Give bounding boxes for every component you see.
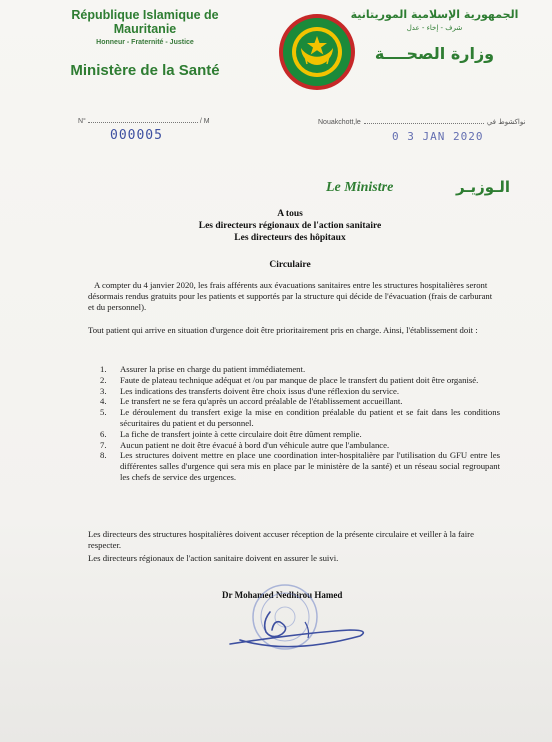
addressee-line-3: Les directeurs des hôpitaux <box>234 233 346 243</box>
list-item: 8. Les structures doivent mettre en place une coordination inter-hospitalière par l'utilisation du GFU entre les différentes salles d'urgence qui sera mis en place par le ministère de la santé) et un réseau social regroupant les chefs de service des urgences. <box>100 450 500 482</box>
addressees <box>180 208 400 244</box>
place-label: Nouakchott,le <box>318 119 361 126</box>
list-item: 1. Assurer la prise en charge du patient immédiatement. <box>100 364 306 374</box>
addressee-line-2: Les directeurs régionaux de l'action sanitaire <box>198 221 382 231</box>
country-name-ar: الجمهورية الإسلامية الموريتانية <box>350 8 519 21</box>
subject-title: Circulaire <box>269 260 311 270</box>
addressee-line-1: A tous <box>277 209 303 219</box>
paragraph-intro: A compter du 4 janvier 2020, les frais afférents aux évacuations sanitaires entre les structures hospitalières seront désormais rendus gratuits pour les patients et supportés par la structure qui décide de l'évacuation (frais de carburant et du personnel). <box>88 280 493 312</box>
reference-number: 000005 <box>110 128 163 143</box>
place-label-ar: نواكشوط في <box>486 118 526 126</box>
paragraph-followup: Les directeurs régionaux de l'action sanitaire doivent en assurer le suivi. <box>88 553 339 563</box>
reference-line <box>78 118 210 125</box>
list-item: 6. La fiche de transfert jointe à cette circulaire doit être dûment remplie. <box>100 428 362 439</box>
national-seal-icon <box>277 12 357 92</box>
header-left <box>40 8 250 79</box>
ministry-name-fr: Ministère de la Santé <box>70 62 220 79</box>
handwritten-signature-icon <box>210 600 380 660</box>
list-item: 7. Aucun patient ne doit être évacué à bord d'un véhicule autre que l'ambulance. <box>100 439 390 450</box>
minister-title-fr: Le Ministre <box>326 180 394 195</box>
list-item: 2. Faute de plateau technique adéquat et /ou par manque de place le transfert du patient doit être organisé. <box>100 374 479 385</box>
paragraph-urgency: Tout patient qui arrive en situation d'urgence doit être prioritairement pris en charge. Ainsi, l'établissement doit : <box>88 325 478 335</box>
list-item: 3. Les indications des transferts doivent être choix issus d'une réflexion du service. <box>100 385 400 396</box>
reference-label: N° <box>78 118 86 125</box>
place-date-line <box>318 118 525 126</box>
ministry-name-ar: وزارة الصحــــة <box>374 44 495 63</box>
date-stamp: 0 3 JAN 2020 <box>392 130 484 143</box>
motto-fr: Honneur - Fraternité - Justice <box>96 39 194 46</box>
list-item: 5. Le déroulement du transfert exige la mise en condition préalable du patient et se fait dans les conditions sécuritaires du patient et du personnel. <box>100 407 500 428</box>
motto-ar: شرف - إخاء - عدل <box>406 24 463 32</box>
minister-title-ar: الـوزيـر <box>456 178 511 196</box>
header-right <box>347 8 522 63</box>
signatory-name: Dr Mohamed Nedhirou Hamed <box>222 590 343 600</box>
reference-suffix: / M <box>199 118 210 125</box>
obligations-list <box>100 364 500 483</box>
list-item: 4. Le transfert ne se fera qu'après un accord préalable de l'établissement accueillant. <box>100 396 403 407</box>
country-name-fr: République Islamique de Mauritanie <box>71 8 219 36</box>
paragraph-acknowledge: Les directeurs des structures hospitalières doivent accuser réception de la présente circulaire et veiller à la faire respecter. <box>88 529 474 550</box>
